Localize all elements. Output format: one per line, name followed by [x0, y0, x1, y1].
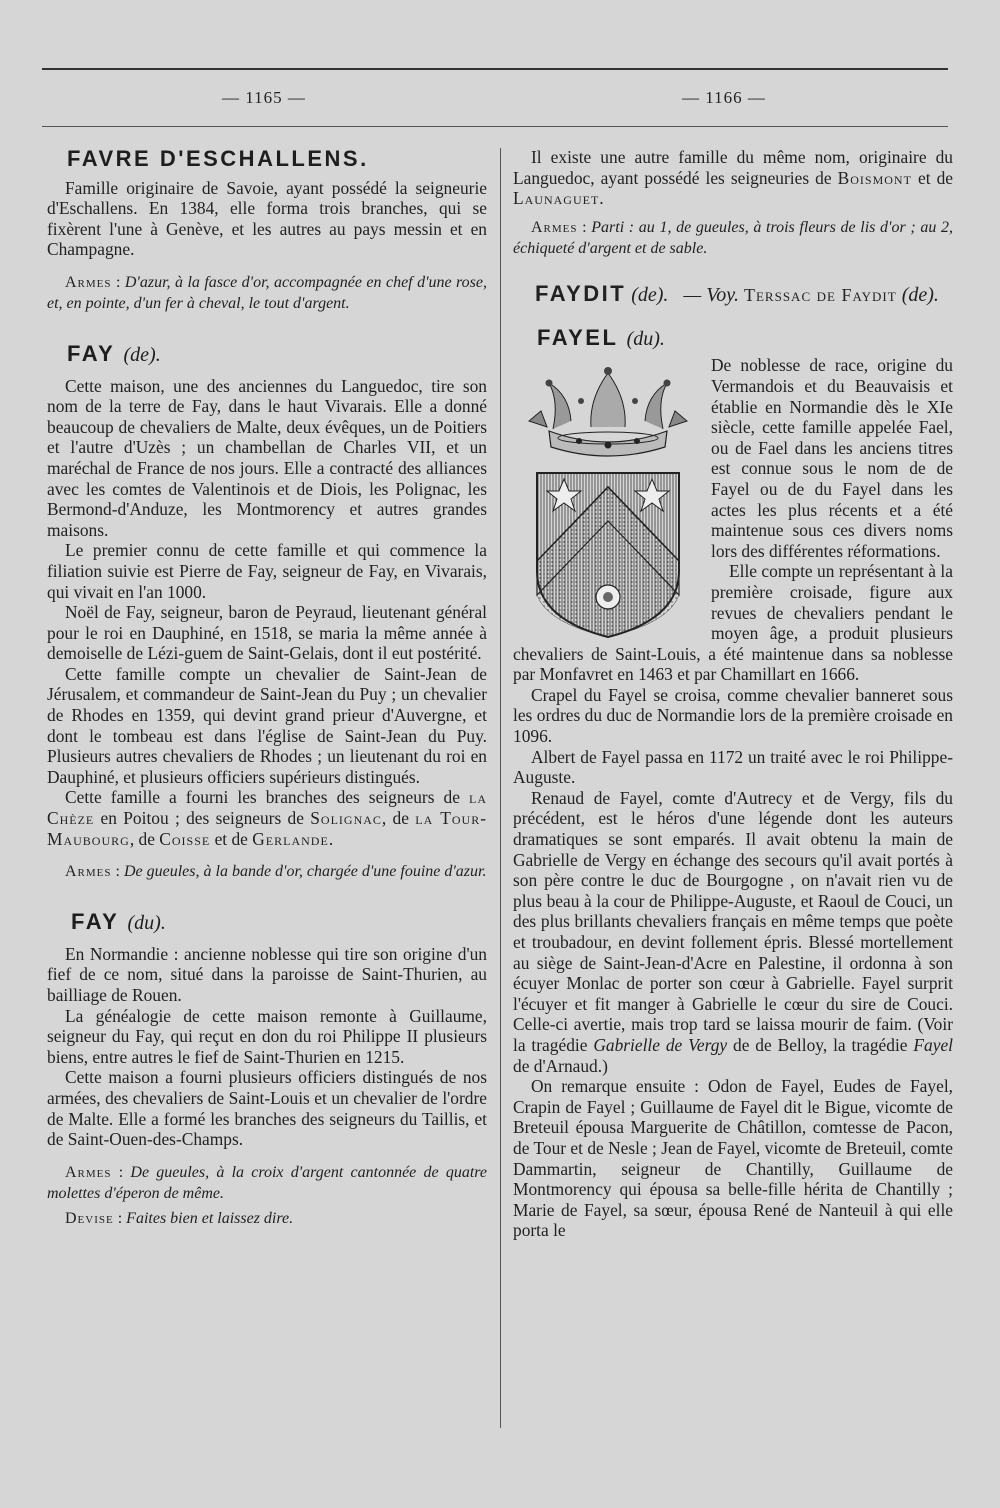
column-divider	[500, 148, 501, 1428]
fay-de-paragraph-4: Cette famille compte un chevalier de Saint-Jean de Jérusalem, et commandeur de Saint-Jean du Puy ; un chevalier de Rhodes en 1359, qui devint grand prieur d'Auvergne, et dont le tombeau est dans l'église de Saint-Jean du Puy. Plusieurs autres chevaliers de Rhodes ; un lieutenant du roi en Dauphiné, et plusieurs officiers supérieurs distingués.	[47, 663, 487, 787]
text-run: Il existe une autre famille du même nom, originaire du Languedoc, ayant possédé les seigneuries de	[513, 147, 953, 188]
text-run: en Poitou ; des seigneurs de	[94, 808, 311, 829]
fay-du-particle: (du).	[127, 912, 166, 935]
fay-du-arms: Armes : De gueules, à la croix d'argent cantonnée de quatre molettes d'éperon de même.	[47, 1163, 487, 1202]
text-run: et de	[911, 167, 953, 188]
devise-text: Faites bien et laissez dire.	[126, 1209, 294, 1227]
faydit-reference-particle: (de).	[901, 283, 939, 306]
small-caps-name: Launaguet	[513, 188, 600, 209]
page-number-left: — 1165 —	[222, 88, 306, 107]
fayel-particle: (du).	[626, 327, 665, 350]
fayel-paragraph-6: On remarque ensuite : Odon de Fayel, Eudes de Fayel, Crapin de Fayel ; Guillaume de Fayel dit le Bigue, vicomte de Breteuil épousa Marguerite de Châtillon, comtesse de Pacon, de Tour et de Nesle ; Jean de Fayel, vicomte de Breteuil, comte Dammartin, seigneur de Chantilly, Guillaume de Montmorency qui épousa sa belle-fille hérita de Chantilly ; Marie de Fayel, sa sœur, épousa René de Nanteuil à qui elle porta le	[513, 1076, 953, 1241]
fayel-paragraph-5	[513, 788, 953, 1076]
text-run: .	[599, 188, 604, 209]
crown-icon	[529, 367, 687, 456]
other-family-paragraph	[513, 147, 953, 209]
small-caps-name: la Tour-Maubourg	[47, 808, 487, 849]
entry-title-favre: FAVRE D'ESCHALLENS.	[67, 146, 369, 171]
faydit-particle: (de).	[631, 283, 669, 306]
text-run: Renaud de Fayel, comte d'Autrecy et de Vergy, fils du précédent, est le héros d'une légende dont les auteurs dramatiques se sont emparés. Il avait obtenu la main de Gabrielle de Vergy en échange des secours qu'il avait portés à son père contre le duc de Bourgogne , on n'avait rien vu de plus beau à la cour de Philippe-Auguste, et Raoul de Couci, un des plus brillants chevaliers français en même temps que poète et troubadour, en devint follement épris. Blessé mortellement au siège de Saint-Jean-d'Acre en Palestine, il ordonna à son écuyer Monlac de porter son cœur à Gabrielle. Fayel surprit l'écuyer et fit manger à Gabrielle le cœur du sire de Couci. Celle-ci avertie, mais trop tard se laissa mourir de faim. (Voir la tragédie	[513, 787, 953, 1055]
arms-label: Armes	[65, 863, 112, 881]
italic-title: Fayel	[913, 1034, 953, 1055]
small-caps-name: Boismont	[837, 167, 912, 188]
entry-faydit	[513, 281, 953, 308]
fay-du-paragraph-3: Cette maison a fourni plusieurs officiers distingués de nos armées, des chevaliers de Saint-Louis et un chevalier de l'ordre de Malte. Elle a formé les branches des seigneurs du Taillis, et de Saint-Ouen-des-Champs.	[47, 1067, 487, 1150]
rose-icon	[596, 585, 620, 609]
fay-de-paragraph-1: Cette maison, une des anciennes du Languedoc, tire son nom de la terre de Fay, dans le haut Vivarais. Elle a donné beaucoup de chevaliers de Malte, deux évêques, un de Poitiers et l'autre d'Uzès ; un chambellan de Charles VII, et un maréchal de France de nos jours. Elle a contracté des alliances avec les comtes de Valentinois et de Diois, les Polignac, les Bermond-d'Anduze, les Montmorency et autres grandes maisons.	[47, 375, 487, 540]
favre-paragraph: Famille originaire de Savoie, ayant possédé la seigneurie d'Eschallens. En 1384, elle forma trois branches, qui se fixèrent l'une à Genève, et les autres au pays messin et en Champagne.	[47, 177, 487, 260]
fay-du-paragraph-1: En Normandie : ancienne noblesse qui tire son origine d'un fief de ce nom, situé dans la paroisse de Saint-Thurien, au bailliage de Rouen.	[47, 943, 487, 1005]
fay-de-name: FAY	[67, 340, 115, 366]
fayel-body	[513, 355, 953, 1241]
small-caps-name: la Chèze	[47, 787, 487, 829]
text-run: , de	[129, 828, 160, 849]
small-caps-name: Solignac	[310, 808, 382, 829]
arms-text: De gueules, à la croix d'argent cantonnée de quatre molettes d'éperon de même.	[47, 1163, 487, 1202]
entry-title-fayel	[537, 324, 953, 350]
faydit-reference: Terssac de Faydit	[743, 284, 897, 305]
header-rule	[42, 126, 948, 127]
arms-label: Armes	[65, 1163, 112, 1181]
fayel-paragraph-3: Crapel du Fayel se croisa, comme chevalier banneret sous les ordres du duc de Normandie lors de la première croisade en 1096.	[513, 684, 953, 747]
fay-de-paragraph-5	[47, 787, 487, 849]
small-caps-name: Gerlande	[252, 828, 329, 849]
text-run: et de	[210, 828, 253, 849]
arms-label: Armes	[531, 218, 578, 236]
text-run: de de Belloy, la tragédie	[727, 1034, 914, 1055]
other-family-arms: Armes : Parti : au 1, de gueules, à trois fleurs de lis d'or ; au 2, échiqueté d'argent et de sable.	[513, 218, 953, 257]
arms-text: De gueules, à la bande d'or, chargée d'une fouine d'azur.	[123, 863, 487, 881]
fayel-name: FAYEL	[537, 324, 618, 350]
faydit-voy: — Voy.	[683, 283, 739, 306]
fay-de-particle: (de).	[123, 343, 161, 366]
arms-label: Armes	[65, 273, 112, 291]
fayel-paragraph-2: Elle compte un représentant à la première croisade, figure aux revues de chevaliers pendant le moyen âge, a produit plusieurs chevaliers de Saint-Louis, a été maintenue dans sa noblesse par Monfavret en 1463 et par Chamillart en 1666.	[513, 561, 953, 685]
text-run: , de	[381, 808, 416, 829]
text-run: de d'Arnaud.)	[513, 1055, 608, 1076]
favre-arms: Armes : D'azur, à la fasce d'or, accompagnée en chef d'une rose, et, en pointe, d'un fer à cheval, le tout d'argent.	[47, 273, 487, 312]
fay-du-devise: Devise : Faites bien et laissez dire.	[65, 1209, 294, 1227]
fayel-paragraph-4: Albert de Fayel passa en 1172 un traité avec le roi Philippe-Auguste.	[513, 746, 953, 788]
arms-text: D'azur, à la fasce d'or, accompagnée en chef d'une rose, et, en pointe, d'un fer à cheval, le tout d'argent.	[47, 273, 487, 312]
italic-title: Gabrielle de Vergy	[593, 1034, 728, 1055]
fayel-paragraph-1: De noblesse de race, origine du Vermandois et du Beauvaisis et établie en Normandie dès le XIe siècle, cette famille appelée Fael, ou de Fael dans les anciens titres est connue sous le nom de de Fayel ou de du Fayel dans les actes les plus récents et a été maintenue sous ces divers noms lors des différentes réformations.	[711, 355, 953, 561]
fay-du-paragraph-2: La généalogie de cette maison remonte à Guillaume, seigneur du Fay, qui reçut en don du roi Philippe II plusieurs biens, entre autres le fief de Saint-Thurien en 1215.	[47, 1005, 487, 1067]
fay-de-paragraph-3: Noël de Fay, seigneur, baron de Peyraud, lieutenant général pour le roi en Dauphiné, en 1518, se maria la même année à demoiselle de Lézi-guem de Saint-Gelais, dont il eut postérité.	[47, 602, 487, 664]
text-run: Cette famille a fourni les branches des seigneurs de	[65, 787, 469, 808]
text-run: .	[328, 828, 334, 849]
entry-title-fay-du	[71, 909, 487, 935]
fay-de-arms: Armes : De gueules, à la bande d'or, chargée d'une fouine d'azur.	[65, 863, 487, 881]
coat-of-arms-image	[519, 361, 697, 639]
page-number-right: — 1166 —	[682, 88, 766, 107]
small-caps-name: Coisse	[159, 828, 211, 849]
devise-label: Devise	[65, 1209, 114, 1227]
fay-de-paragraph-2: Le premier connu de cette famille et qui commence la filiation suivie est Pierre de Fay, seigneur de Fay, en Vivarais, qui vivait en l'an 1000.	[47, 540, 487, 602]
top-rule	[42, 68, 948, 70]
arms-text: Parti : au 1, de gueules, à trois fleurs de lis d'or ; au 2, échiqueté d'argent et de sable.	[513, 218, 953, 257]
faydit-name: FAYDIT	[535, 280, 627, 306]
left-column	[47, 147, 487, 1229]
right-column	[513, 147, 953, 1241]
entry-title-fay-de	[67, 340, 487, 366]
fay-du-name: FAY	[71, 909, 119, 935]
